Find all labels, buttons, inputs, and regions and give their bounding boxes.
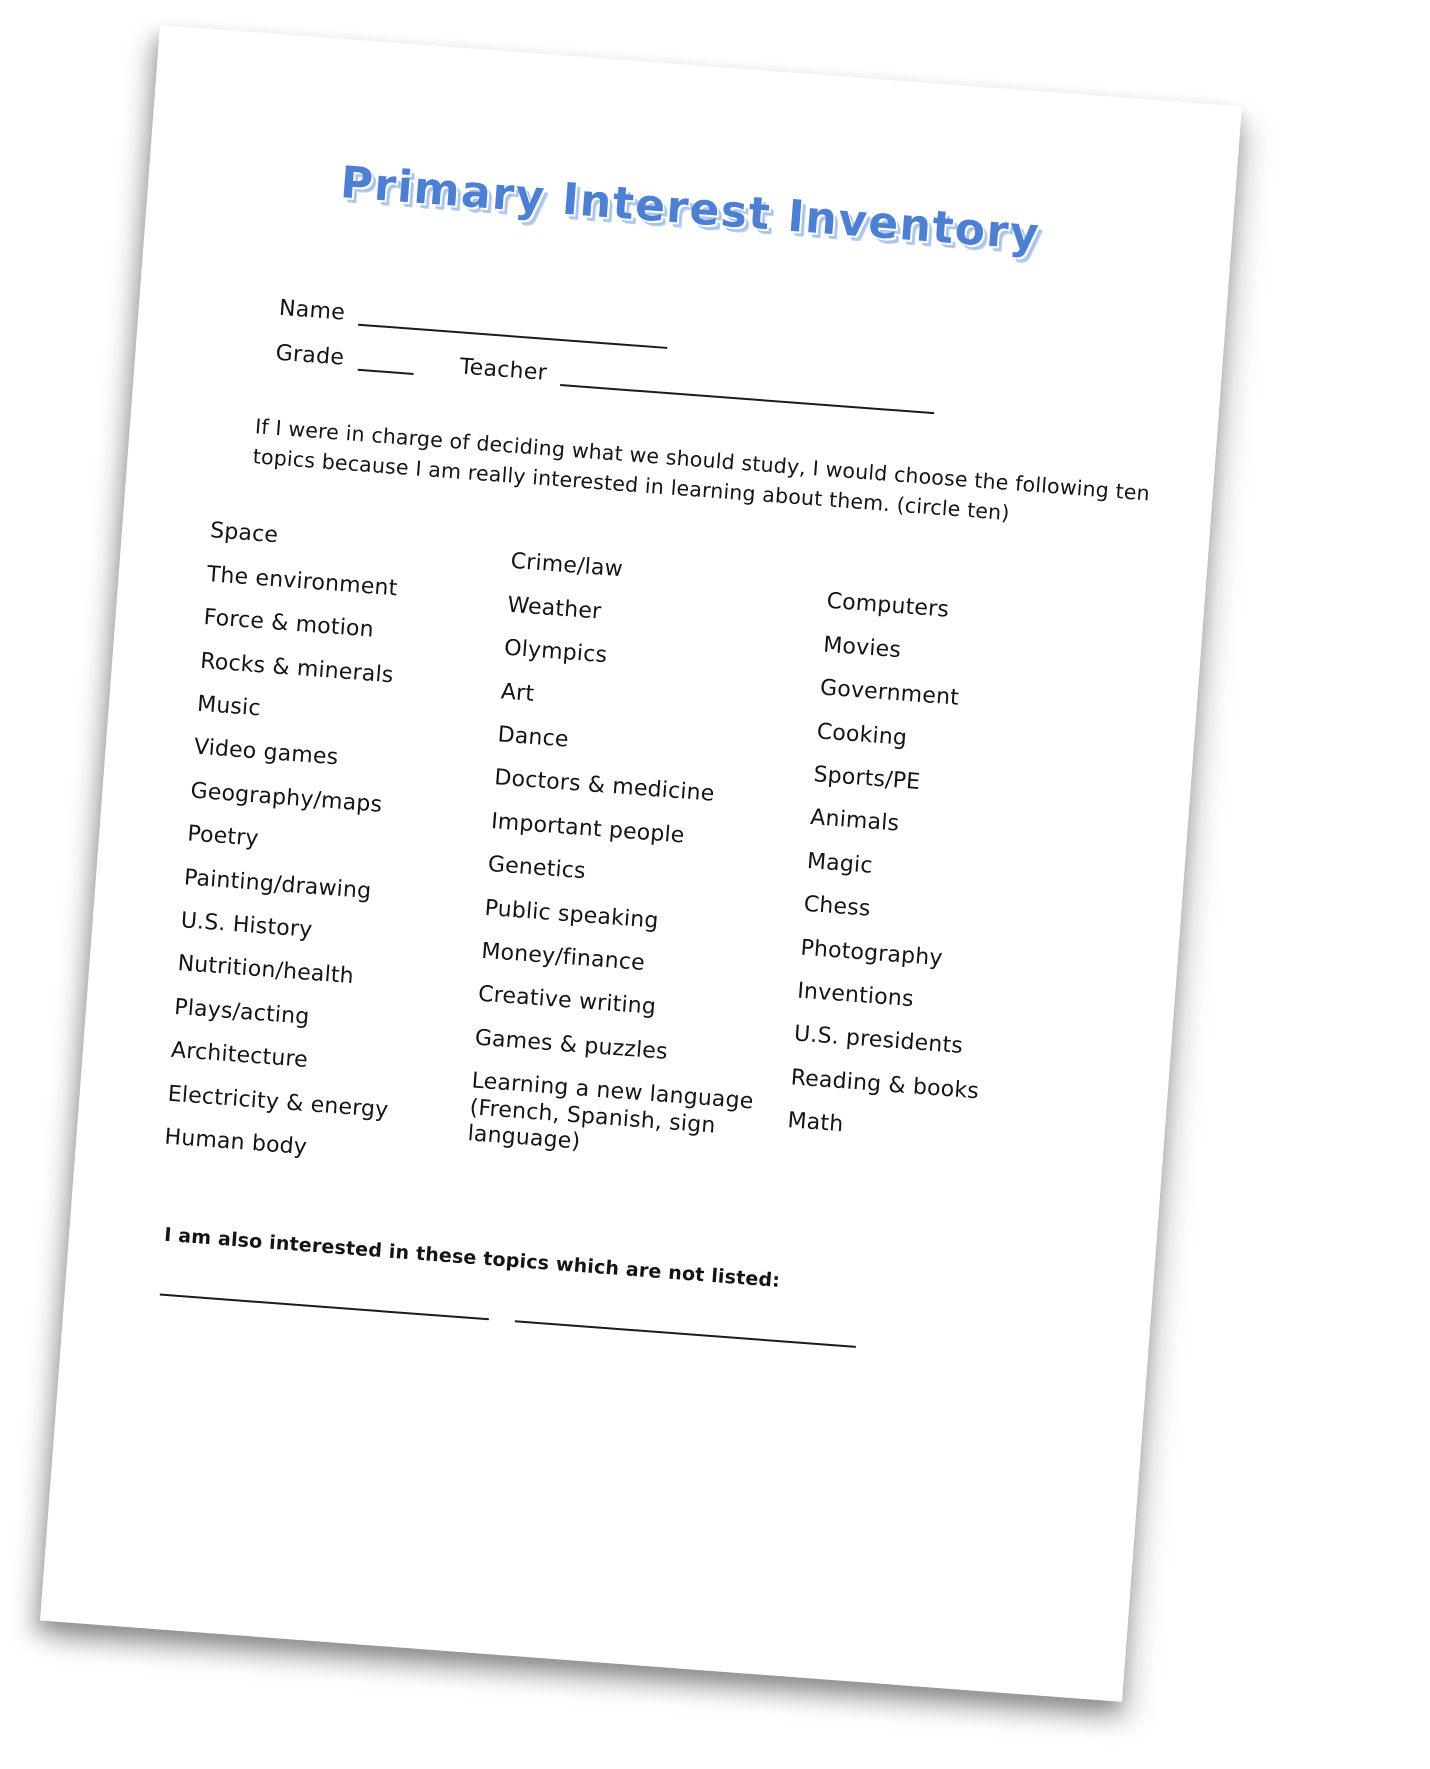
topic-item: Plays/acting	[173, 994, 311, 1030]
topic-item: The environment	[206, 561, 399, 602]
grade-label: Grade	[274, 340, 346, 371]
student-info-fields	[275, 296, 1223, 437]
page-title: Primary Interest Inventory	[338, 157, 1042, 261]
topic-item: U.S. presidents	[793, 1021, 964, 1060]
topic-item: Olympics	[503, 635, 609, 669]
topic-item: Genetics	[487, 852, 587, 885]
instructions-text: If I were in charge of deciding what we should study, I would choose the following ten topics because I am really interested in learning about them. (circle ten)	[252, 414, 1151, 525]
footer-section	[160, 1224, 1153, 1369]
topic-item: Painting/drawing	[183, 864, 373, 904]
topic-item: Poetry	[186, 821, 260, 852]
teacher-line	[560, 374, 935, 414]
topic-item: Sports/PE	[812, 762, 922, 796]
topic-item: Electricity & energy	[166, 1081, 390, 1123]
topics-column-2	[463, 541, 829, 1214]
topic-item: Dance	[496, 722, 570, 753]
topic-item: Photography	[799, 935, 944, 971]
topic-item: Art	[500, 679, 536, 707]
topic-item: Movies	[822, 632, 902, 664]
topic-item: Inventions	[796, 978, 915, 1013]
topic-item: Important people	[490, 808, 686, 849]
topic-item: Math	[786, 1108, 845, 1138]
topic-item: Architecture	[170, 1037, 309, 1074]
topic-item: Money/finance	[480, 938, 646, 976]
teacher-label: Teacher	[458, 354, 548, 386]
name-line	[358, 314, 668, 349]
topic-item: Space	[209, 518, 279, 549]
topics-column-3	[781, 565, 1129, 1237]
topic-item: Creative writing	[477, 981, 657, 1021]
topic-item: Learning a new language (French, Spanish, sign language)	[466, 1068, 755, 1155]
topic-item: Music	[196, 691, 262, 722]
topic-item: Weather	[506, 592, 603, 625]
topic-item: Cooking	[815, 718, 909, 751]
topics-columns	[162, 519, 1205, 1243]
topic-item: Public speaking	[483, 895, 660, 934]
topic-item: Crime/law	[509, 549, 624, 583]
footer-prompt: I am also interested in these topics which are not listed:	[163, 1224, 781, 1293]
topic-item: Rocks & minerals	[199, 648, 395, 688]
topic-item: Geography/maps	[189, 778, 384, 818]
topic-item: Video games	[192, 735, 340, 771]
name-label: Name	[278, 295, 346, 326]
topic-item: Human body	[163, 1124, 308, 1161]
topic-item: Computers	[825, 589, 950, 624]
topic-item: Magic	[806, 848, 874, 879]
topics-column-1	[162, 519, 512, 1191]
grade-line	[357, 359, 414, 375]
topic-item: Reading & books	[789, 1065, 980, 1105]
topic-item: Nutrition/health	[176, 951, 355, 990]
topic-item: Animals	[809, 805, 901, 838]
topic-item: Doctors & medicine	[493, 765, 716, 808]
topic-item: U.S. History	[179, 908, 314, 943]
footer-line-2	[515, 1311, 857, 1349]
topic-item: Chess	[802, 891, 872, 922]
topic-item: Games & puzzles	[474, 1025, 669, 1065]
footer-line-1	[160, 1284, 490, 1321]
topic-item: Government	[819, 675, 960, 711]
worksheet-page	[40, 25, 1242, 1702]
topic-item: Force & motion	[202, 605, 375, 643]
